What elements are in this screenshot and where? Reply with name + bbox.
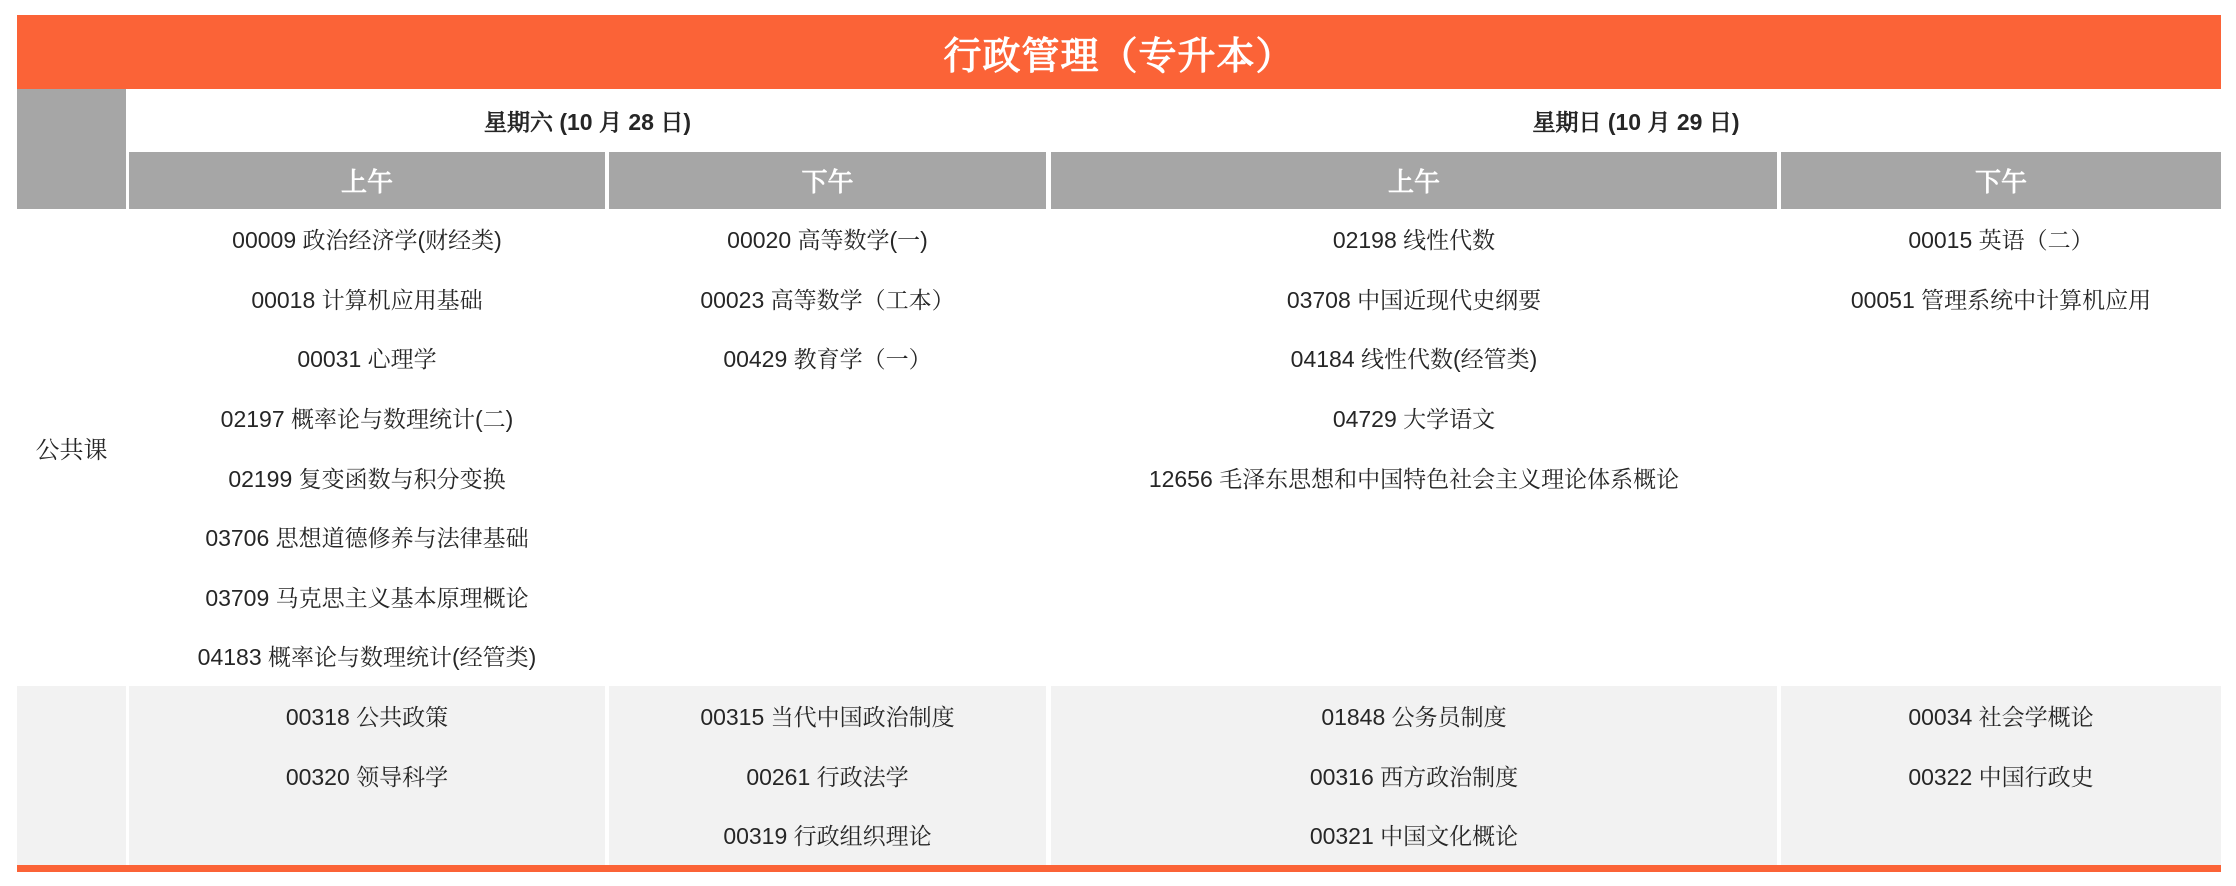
- course-item: 00031 心理学: [297, 346, 437, 373]
- bottom-accent-rule: [17, 865, 2221, 872]
- course-item: 02197 概率论与数理统计(二): [220, 406, 514, 433]
- course-item: 04729 大学语文: [1332, 406, 1496, 433]
- course-item: 00051 管理系统中计算机应用: [1850, 286, 2152, 313]
- course-item: 02199 复变函数与积分变换: [228, 465, 506, 492]
- day-header-saturday: 星期六 (10 月 28 日): [129, 89, 1046, 152]
- course-item: 04183 概率论与数理统计(经管类): [197, 644, 537, 671]
- course-item: 03706 思想道德修养与法律基础: [205, 525, 529, 552]
- course-item: 00023 高等数学（工本）: [700, 286, 955, 313]
- day-header-sunday: 星期日 (10 月 29 日): [1051, 89, 2221, 152]
- cell-sat-am-public: [129, 209, 605, 686]
- course-item: 00429 教育学（一）: [723, 346, 932, 373]
- session-header-sun-am: 上午: [1051, 152, 1777, 209]
- course-item: 03708 中国近现代史纲要: [1286, 286, 1542, 313]
- course-item: 03709 马克思主义基本原理概论: [205, 584, 529, 611]
- course-item: 00320 领导科学: [285, 763, 449, 790]
- course-item: 00018 计算机应用基础: [251, 286, 483, 313]
- course-item: 04184 线性代数(经管类): [1290, 346, 1538, 373]
- course-item: 00015 英语（二）: [1908, 227, 2094, 254]
- course-item: 00034 社会学概论: [1908, 704, 2094, 731]
- course-item: 00319 行政组织理论: [723, 823, 932, 850]
- cell-sun-pm-public: [1781, 209, 2221, 686]
- cell-sun-am-public: [1051, 209, 1777, 686]
- course-item: 00315 当代中国政治制度: [700, 704, 955, 731]
- course-item: 00322 中国行政史: [1908, 763, 2094, 790]
- cell-sat-pm-specialty: [609, 686, 1046, 865]
- cell-sun-pm-specialty: [1781, 686, 2221, 865]
- row-label-public-courses: 公共课: [17, 209, 126, 686]
- cell-sat-am-specialty: [129, 686, 605, 865]
- session-header-sat-am: 上午: [129, 152, 605, 209]
- session-header-sun-pm: 下午: [1781, 152, 2221, 209]
- cell-sun-am-specialty: [1051, 686, 1777, 865]
- corner-cell: [17, 89, 126, 209]
- course-item: 00009 政治经济学(财经类): [232, 227, 502, 254]
- course-item: 00261 行政法学: [746, 763, 909, 790]
- row-label-empty: [17, 686, 126, 865]
- course-item: 00316 西方政治制度: [1309, 763, 1519, 790]
- page-title: 行政管理（专升本）: [17, 15, 2221, 89]
- cell-sat-pm-public: [609, 209, 1046, 686]
- course-item: 00321 中国文化概论: [1309, 823, 1519, 850]
- course-item: 00318 公共政策: [285, 704, 449, 731]
- course-item: 01848 公务员制度: [1321, 704, 1507, 731]
- course-item: 02198 线性代数: [1332, 227, 1496, 254]
- course-item: 00020 高等数学(一): [727, 227, 928, 254]
- session-header-sat-pm: 下午: [609, 152, 1046, 209]
- course-item: 12656 毛泽东思想和中国特色社会主义理论体系概论: [1148, 465, 1680, 492]
